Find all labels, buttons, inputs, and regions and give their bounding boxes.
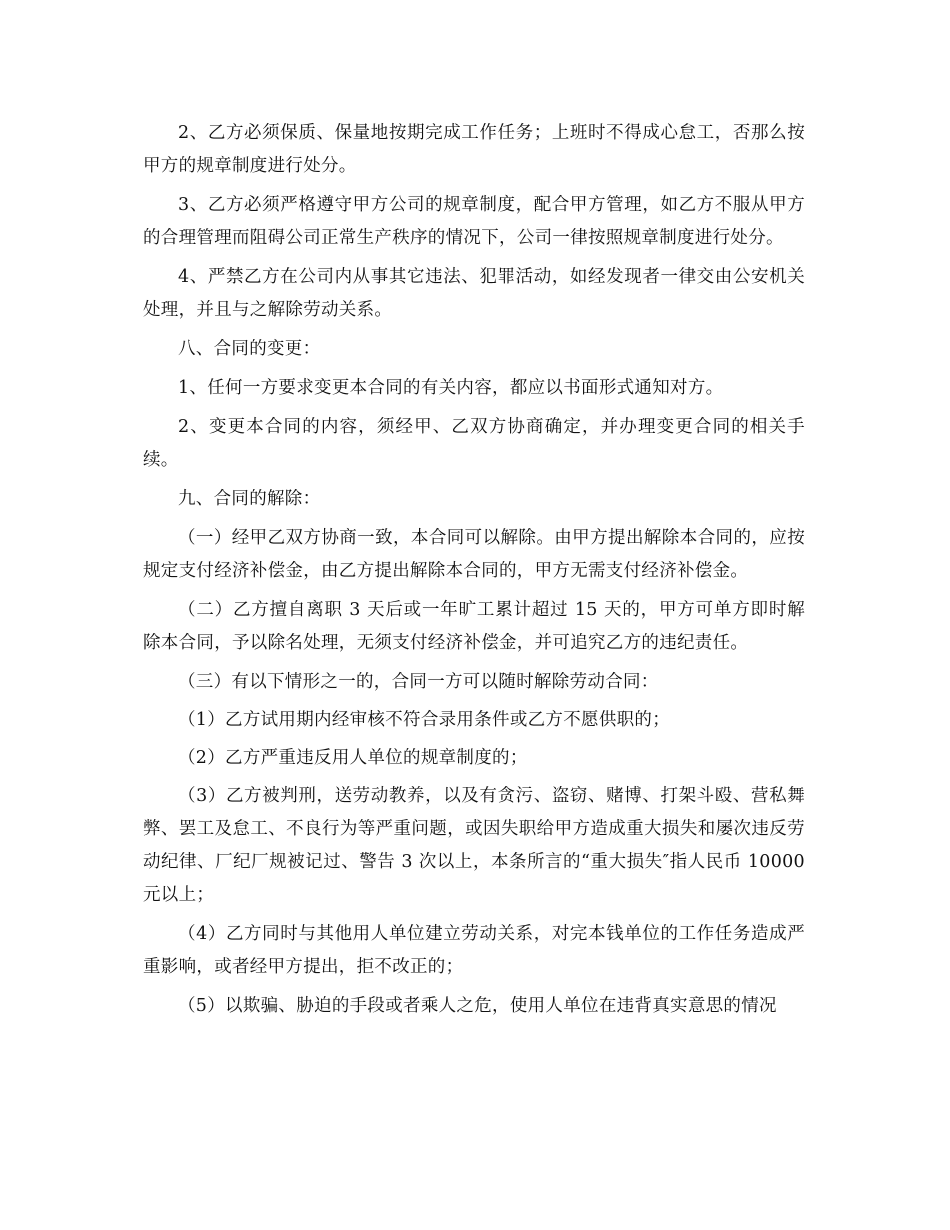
paragraph-change-1: 1、任何一方要求变更本合同的有关内容，都应以书面形式通知对方。 bbox=[178, 378, 724, 398]
section-heading-contract-change: 八、合同的变更： bbox=[178, 339, 321, 359]
section-heading-contract-termination: 九、合同的解除： bbox=[178, 489, 321, 509]
paragraph-clause-3: 3、乙方必须严格遵守甲方公司的规章制度，配合甲方管理，如乙方不服从甲方的合理管理而阻碍公司正常生产秩序的情况下，公司一律按照规章制度进行处分。 bbox=[143, 195, 805, 248]
paragraph-clause-2: 2、乙方必须保质、保量地按期完成工作任务；上班时不得成心怠工，否那么按甲方的规章制度进行处分。 bbox=[143, 123, 805, 176]
list-item-termination-2: （2）乙方严重违反用人单位的规章制度的； bbox=[178, 748, 528, 768]
paragraph-termination-2: （二）乙方擅自离职 3 天后或一年旷工累计超过 15 天的，甲方可单方即时解除本合同，予以除名处理，无须支付经济补偿金，并可追究乙方的违纪责任。 bbox=[143, 600, 805, 653]
list-item-termination-3: （3）乙方被判刑，送劳动教养，以及有贪污、盗窃、赌博、打架斗殴、营私舞弊、罢工及怠工、不良行为等严重问题，或因失职给甲方造成重大损失和屡次违反劳动纪律、厂纪厂规被记过、警告 3 次以上，本条所言的“重大损失″指人民币 10000 元以上； bbox=[143, 786, 805, 905]
list-item-termination-4: （4）乙方同时与其他用人单位建立劳动关系，对完本钱单位的工作任务造成严重影响，或者经甲方提出，拒不改正的； bbox=[143, 924, 805, 977]
list-item-termination-1: （1）乙方试用期内经审核不符合录用条件或乙方不愿供职的； bbox=[178, 710, 671, 730]
list-item-termination-5: （5）以欺骗、胁迫的手段或者乘人之危，使用人单位在违背真实意思的情况 bbox=[178, 996, 777, 1016]
paragraph-termination-1: （一）经甲乙双方协商一致，本合同可以解除。由甲方提出解除本合同的，应按规定支付经济补偿金，由乙方提出解除本合同的，甲方无需支付经济补偿金。 bbox=[143, 528, 805, 581]
paragraph-clause-4: 4、严禁乙方在公司内从事其它违法、犯罪活动，如经发现者一律交由公安机关处理，并且与之解除劳动关系。 bbox=[143, 267, 805, 320]
document-body bbox=[143, 117, 805, 1029]
paragraph-change-2: 2、变更本合同的内容，须经甲、乙双方协商确定，并办理变更合同的相关手续。 bbox=[143, 417, 805, 470]
paragraph-termination-3: （三）有以下情形之一的，合同一方可以随时解除劳动合同： bbox=[178, 672, 659, 692]
